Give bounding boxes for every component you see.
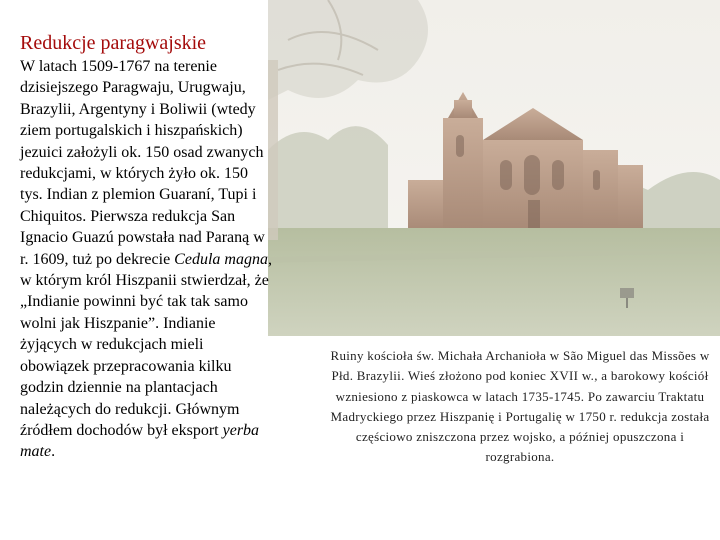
slide-title: Redukcje paragwajskie	[20, 32, 207, 54]
body-text-part1: W latach 1509-1767 na terenie dzisiejszego Paragwaju, Urugwaju, Brazylii, Argentyny i Boliwii (wtedy ziem portugalskich i hiszpańskich) jezuici założyli ok. 150 osad zwanych redukcjami, w których żyło ok. 150 tys. Indian z plemion Guaraní, Tupi i Chiquitos. Pierwsza redukcja San Ignacio Guazú powstała nad Paraną w r. 1609, tuż po dekrecie	[20, 58, 265, 268]
body-text-part3: .	[51, 443, 56, 461]
yerba-mate-term: yerba mate	[20, 421, 260, 461]
body-text-part2: , w którym król Hiszpanii stwierdzał, że „Indianie powinni być tak tak samo wolni jak Hiszpanie”. Indianie żyjących w redukcjach mieli obowiązek przepracowania kilku godzin dziennie na plantacjach należących do redukcji. Głównym źródłem dochodów był eksport	[20, 250, 272, 439]
church-ruins-photo	[268, 0, 720, 336]
cedula-magna-term: Cedula magna	[174, 250, 268, 268]
photo-caption: Ruiny kościoła św. Michała Archanioła w São Miguel das Missões w Płd. Brazylii. Wieś złożono pod koniec XVII w., a barokowy kościół wzniesiono z piaskowca w latach 1735-1745. Po zawarciu Traktatu Madryckiego przez Hiszpanię i Portugalię w 1750 r. redukcja została częściowo zniszczona przez wojsko, a później opuszczona i rozgrabiona.	[330, 348, 710, 465]
body-text	[20, 56, 272, 463]
